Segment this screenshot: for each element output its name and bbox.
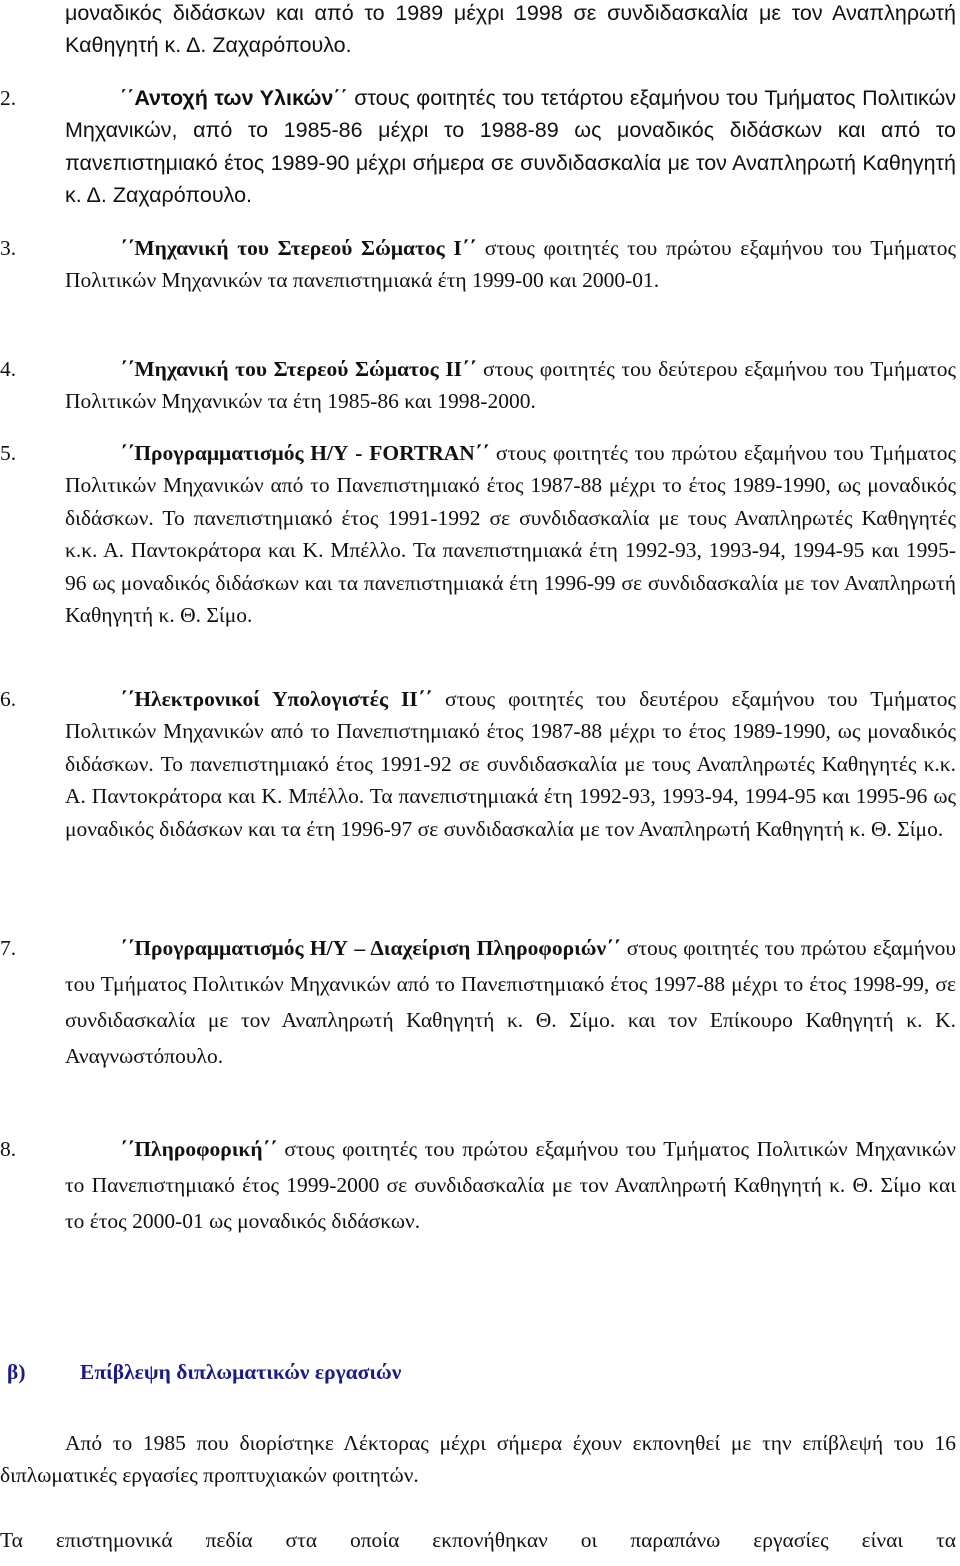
section-b-heading (7, 1356, 401, 1388)
list-item-5 (0, 437, 956, 631)
list-item-6 (0, 683, 956, 845)
item-number: 7. (0, 936, 17, 960)
item-description: στους φοιτητές του δεύτερου εξαμήνου του Τμήματος Πολιτικών Μηχανικών τα έτη 1985-86 και 1998-2000. (65, 357, 956, 414)
item-description: στους φοιτητές του πρώτου εξαμήνου του Τμήματος Πολιτικών Μηχανικών το Πανεπιστημιακό έτος 1999-2000 σε συνδιδασκαλία με τον Αναπληρωτή Καθηγητή κ. Θ. Σίμο και το έτος 2000-01 ως μοναδικός διδάσκων. (65, 1137, 957, 1233)
list-item-8 (0, 1131, 956, 1239)
section-b-paragraph-2: Τα επιστημονικά πεδία στα οποία εκπονήθηκαν οι παραπάνω εργασίες είναι τα (0, 1528, 956, 1552)
item-title: ΄΄Μηχανική του Στερεού Σώματος ΙΙ΄΄ (120, 357, 477, 381)
item-description: στους φοιτητές του πρώτου εξαμήνου του Τμήματος Πολιτικών Μηχανικών από το Πανεπιστημιακό έτος 1987-88 μέχρι το έτος 1989-1990, ως μοναδικός διδάσκων. Το πανεπιστημιακό έτος 1991-1992 σε συνδιδασκαλία με τους Αναπληρωτές Καθηγητές κ.κ. Α. Παντοκράτορα και Κ. Μπέλλο. Τα πανεπιστημιακά έτη 1992-93, 1993-94, 1994-95 και 1995-96 ως μοναδικός διδάσκων και τα πανεπιστημιακά έτη 1996-99 σε συνδιδασκαλία με τον Αναπληρωτή Καθηγητή κ. Θ. Σίμο. (65, 441, 956, 628)
item-description: στους φοιτητές του τετάρτου εξαμήνου του Τμήματος Πολιτικών Μηχανικών, από το 1985-86 μέχρι το 1988-89 ως μοναδικός διδάσκων και από το πανεπιστημιακό έτος 1989-90 μέχρι σήμερα σε συνδιδασκαλία με τον Αναπληρωτή Καθηγητή κ. Δ. Ζαχαρόπουλο. (65, 86, 956, 208)
item-title: ΄΄Αντοχή των Υλικών΄΄ (120, 86, 348, 110)
item-description: στους φοιτητές του πρώτου εξαμήνου του Τμήματος Πολιτικών Μηχανικών τα πανεπιστημιακά έτη 1999-00 και 2000-01. (65, 236, 956, 293)
intro-continuation: μοναδικός διδάσκων και από το 1989 μέχρι 1998 σε συνδιδασκαλία με τον Αναπληρωτή Καθηγητή κ. Δ. Ζαχαρόπουλο. (65, 1, 956, 58)
item-title: ΄΄Προγραμματισμός Η/Υ – Διαχείριση Πληροφοριών΄΄ (120, 936, 621, 960)
list-item-2 (0, 82, 956, 212)
section-label: β) (7, 1360, 26, 1384)
item-title: ΄΄Προγραμματισμός Η/Υ - FORTRAN΄΄ (120, 441, 490, 465)
list-item-4 (0, 353, 956, 418)
item-number: 3. (0, 236, 17, 260)
item-description: στους φοιτητές του πρώτου εξαμήνου του Τμήματος Πολιτικών Μηχανικών από το Πανεπιστημιακό έτος 1997-88 μέχρι το έτος 1998-99, σε συνδιδασκαλία με τον Αναπληρωτή Καθηγητή κ. Θ. Σίμο. και τον Επίκουρο Καθηγητή κ. Κ. Αναγνωστόπουλο. (65, 936, 957, 1068)
item-title: ΄΄Πληροφορική΄΄ (120, 1137, 277, 1161)
item-title: ΄΄Μηχανική του Στερεού Σώματος Ι΄΄ (120, 236, 477, 260)
item-number: 2. (0, 86, 17, 110)
section-b-paragraph-1: Από το 1985 που διορίστηκε Λέκτορας μέχρι σήμερα έχουν εκπονηθεί με την επίβλεψή του 16 διπλωματικές εργασίες προπτυχιακών φοιτητών. (0, 1431, 956, 1488)
section-title: Επίβλεψη διπλωματικών εργασιών (80, 1360, 402, 1384)
item-number: 6. (0, 687, 17, 711)
item-number: 5. (0, 441, 17, 465)
list-item-3 (0, 232, 956, 297)
item-description: στους φοιτητές του δευτέρου εξαμήνου του Τμήματος Πολιτικών Μηχανικών από το Πανεπιστημιακό έτος 1987-88 μέχρι το έτος 1989-1990, ως μοναδικός διδάσκων. Το πανεπιστημιακό έτος 1991-92 σε συνδιδασκαλία με τους Αναπληρωτές Καθηγητές κ.κ. Α. Παντοκράτορα και Κ. Μπέλλο. Τα πανεπιστημιακά έτη 1992-93, 1993-94, 1994-95 και 1995-96 ως μοναδικός διδάσκων και τα έτη 1996-97 σε συνδιδασκαλία με τον Αναπληρωτή Καθηγητή κ. Θ. Σίμο. (65, 687, 956, 841)
list-item-7 (0, 930, 956, 1074)
item-title: ΄΄Ηλεκτρονικοί Υπολογιστές ΙΙ΄΄ (120, 687, 433, 711)
item-number: 4. (0, 357, 17, 381)
item-number: 8. (0, 1137, 17, 1161)
